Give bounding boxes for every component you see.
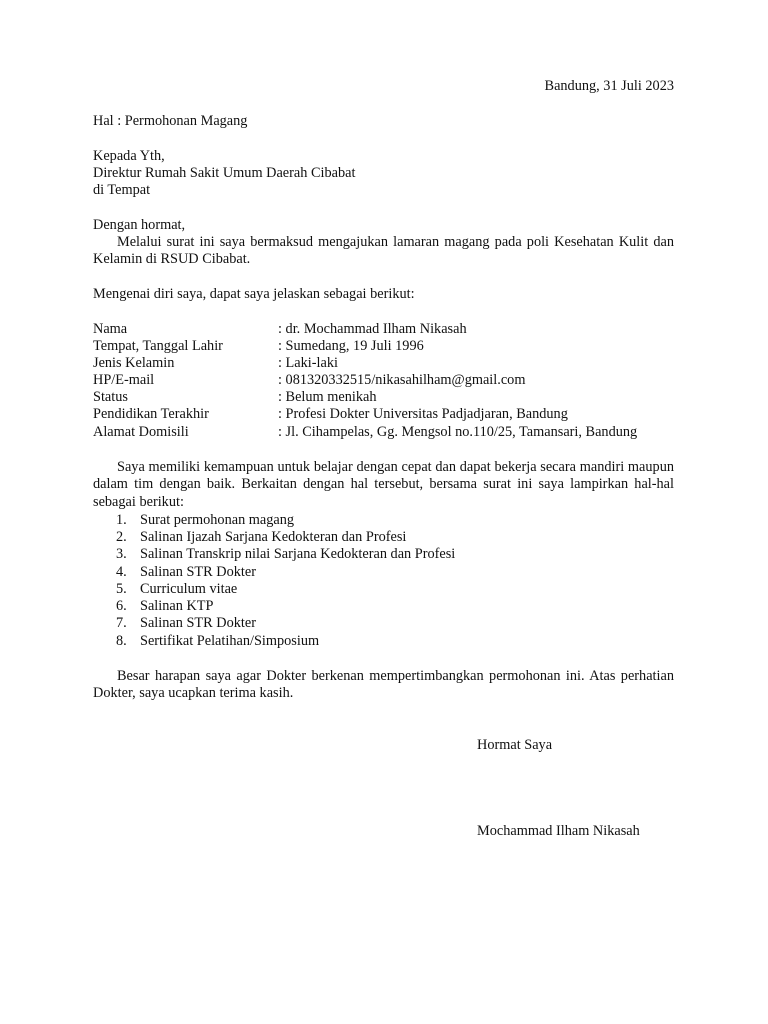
attachment-number: 2. — [116, 529, 127, 545]
attachment-text: Salinan Ijazah Sarjana Kedokteran dan Profesi — [140, 529, 407, 545]
detail-label: Jenis Kelamin — [93, 355, 175, 371]
detail-value: : dr. Mochammad Ilham Nikasah — [278, 321, 467, 337]
attachment-number: 4. — [116, 564, 127, 580]
detail-label: Pendidikan Terakhir — [93, 406, 209, 422]
greeting: Dengan hormat, — [93, 217, 186, 233]
attachment-text: Surat permohonan magang — [140, 512, 295, 528]
attachment-text: Salinan Transkrip nilai Sarjana Kedokteran dan Profesi — [140, 546, 456, 562]
paragraph-abilities: Saya memiliki kemampuan untuk belajar dengan cepat dan dapat bekerja secara mandiri maupun dalam tim dengan baik. Berkaitan dengan hal tersebut, bersama surat ini saya lampirkan hal-hal sebagai berikut: — [93, 459, 674, 510]
attachment-text: Sertifikat Pelatihan/Simposium — [140, 633, 320, 649]
detail-value: : Laki-laki — [278, 355, 338, 371]
signer-name: Mochammad Ilham Nikasah — [477, 823, 640, 839]
attachment-text: Salinan STR Dokter — [140, 564, 256, 580]
closing-paragraph: Besar harapan saya agar Dokter berkenan mempertimbangkan permohonan ini. Atas perhatian Dokter, saya ucapkan terima kasih. — [93, 668, 674, 702]
attachment-number: 6. — [116, 598, 127, 614]
attachment-number: 1. — [116, 512, 127, 528]
detail-label: HP/E-mail — [93, 372, 155, 388]
paragraph-intent: Melalui surat ini saya bermaksud mengajukan lamaran magang pada poli Kesehatan Kulit dan Kelamin di RSUD Cibabat. — [93, 234, 674, 268]
detail-label: Tempat, Tanggal Lahir — [93, 338, 223, 354]
detail-value: : Profesi Dokter Universitas Padjadjaran, Bandung — [278, 406, 568, 422]
detail-label: Alamat Domisili — [93, 424, 189, 440]
detail-value: : 081320332515/nikasahilham@gmail.com — [278, 372, 526, 388]
detail-value: : Belum menikah — [278, 389, 377, 405]
recipient-line-1: Kepada Yth, — [93, 148, 165, 164]
closing-salutation: Hormat Saya — [477, 737, 553, 753]
letter-subject: Hal : Permohonan Magang — [93, 113, 248, 129]
letter-date: Bandung, 31 Juli 2023 — [544, 78, 674, 94]
detail-label: Status — [93, 389, 128, 405]
detail-value: : Jl. Cihampelas, Gg. Mengsol no.110/25, Tamansari, Bandung — [278, 424, 638, 440]
attachment-text: Curriculum vitae — [140, 581, 238, 597]
details-intro: Mengenai diri saya, dapat saya jelaskan sebagai berikut: — [93, 286, 415, 302]
detail-value: : Sumedang, 19 Juli 1996 — [278, 338, 424, 354]
attachment-text: Salinan STR Dokter — [140, 615, 256, 631]
attachment-number: 5. — [116, 581, 127, 597]
attachment-number: 3. — [116, 546, 127, 562]
recipient-line-3: di Tempat — [93, 182, 151, 198]
recipient-line-2: Direktur Rumah Sakit Umum Daerah Cibabat — [93, 165, 356, 181]
attachment-text: Salinan KTP — [140, 598, 214, 614]
attachment-number: 7. — [116, 615, 127, 631]
attachment-number: 8. — [116, 633, 127, 649]
detail-label: Nama — [93, 321, 128, 337]
